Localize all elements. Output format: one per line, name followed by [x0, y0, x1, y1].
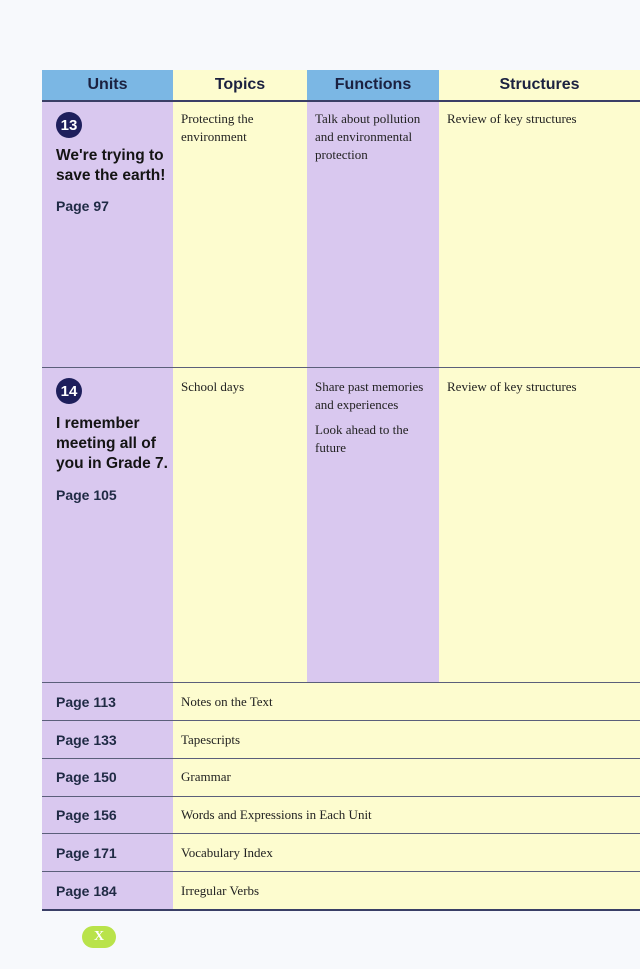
row-divider — [42, 796, 640, 797]
reference-page[interactable]: Page 171 — [56, 845, 117, 861]
reference-title: Irregular Verbs — [181, 883, 260, 898]
reference-title: Notes on the Text — [181, 694, 273, 709]
unit-title: I remember meeting all of you in Grade 7. — [56, 415, 168, 472]
page-number-badge: X — [82, 926, 116, 948]
unit-function: Talk about pollution and environmental protection — [315, 111, 421, 162]
unit-page-link[interactable]: Page 97 — [56, 198, 109, 214]
reference-title: Words and Expressions in Each Unit — [181, 807, 372, 822]
unit-structures: Review of key structures — [447, 111, 577, 126]
unit-topic: School days — [181, 379, 245, 394]
reference-page[interactable]: Page 156 — [56, 807, 117, 823]
header-units: Units — [42, 70, 173, 100]
reference-title: Tapescripts — [181, 732, 241, 747]
header-structures: Structures — [439, 70, 640, 100]
row-divider — [42, 720, 640, 721]
reference-page[interactable]: Page 150 — [56, 769, 117, 785]
reference-page[interactable]: Page 133 — [56, 732, 117, 748]
unit-title: We're trying to save the earth! — [56, 147, 166, 184]
row-divider — [42, 758, 640, 759]
unit-topic: Protecting the environment — [181, 111, 254, 144]
header-functions: Functions — [307, 70, 439, 100]
header-topics: Topics — [173, 70, 307, 100]
unit-page-link[interactable]: Page 105 — [56, 487, 117, 503]
reference-title: Grammar — [181, 769, 231, 784]
reference-title: Vocabulary Index — [181, 845, 273, 860]
unit-structures: Review of key structures — [447, 379, 577, 394]
unit-number-badge: 14 — [56, 378, 82, 404]
table-bottom-rule — [42, 909, 640, 911]
row-divider — [42, 871, 640, 872]
unit-function: Share past memories and experiences — [315, 379, 424, 412]
header-rule — [42, 100, 640, 102]
unit-number-badge: 13 — [56, 112, 82, 138]
row-divider — [42, 682, 640, 683]
reference-page[interactable]: Page 113 — [56, 694, 116, 710]
row-divider — [42, 833, 640, 834]
reference-page[interactable]: Page 184 — [56, 883, 117, 899]
row-divider — [42, 367, 640, 368]
unit-function: Look ahead to the future — [315, 422, 409, 455]
